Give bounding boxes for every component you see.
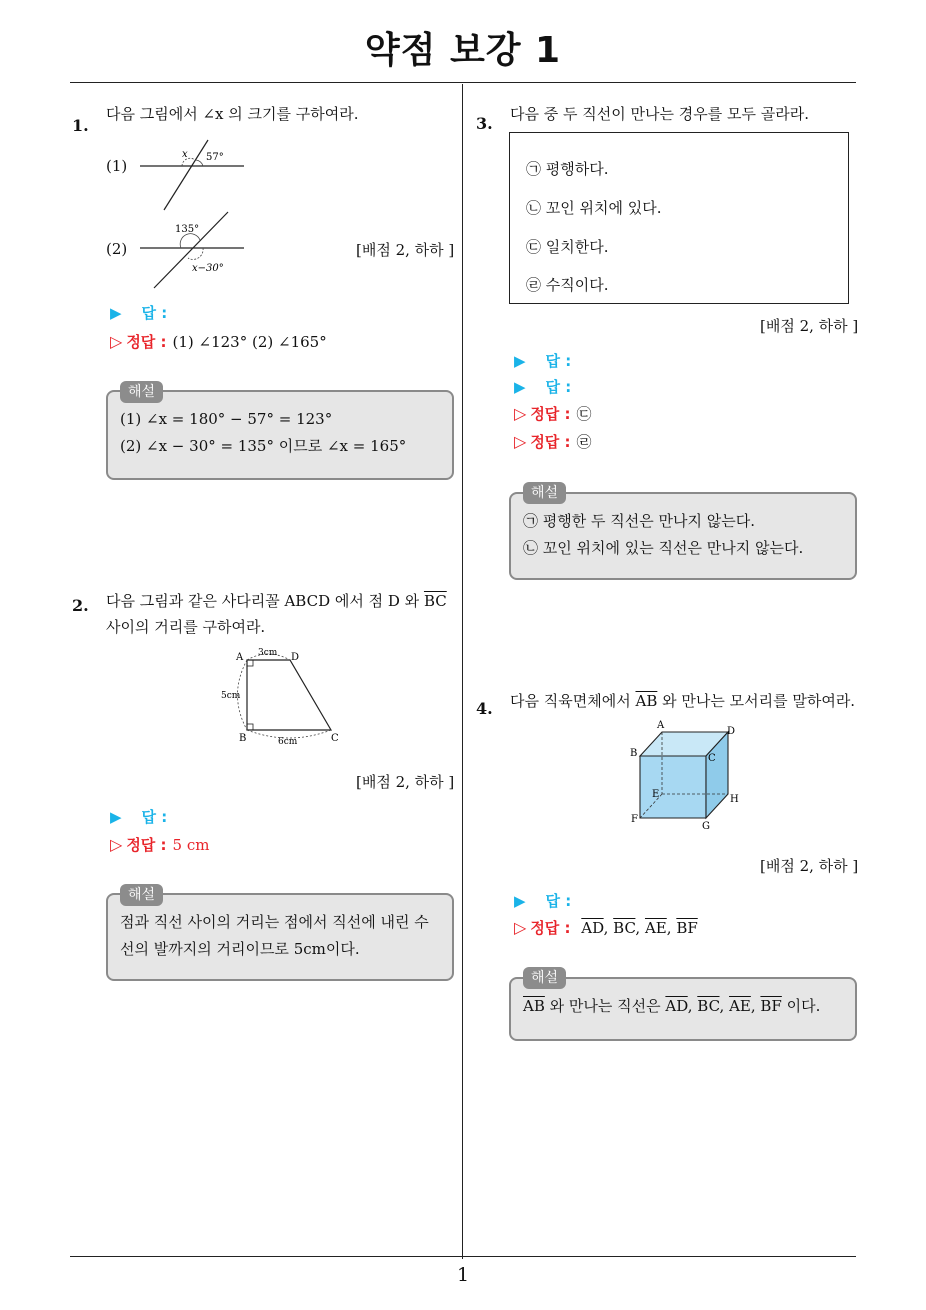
q4-meta: [배점 2, 하하 ] xyxy=(760,857,859,875)
q1-exp-line2: (2) ∠x − 30° = 135° 이므로 ∠x = 165° xyxy=(120,437,407,455)
q1-figure-2 xyxy=(130,208,250,292)
q4-text-pre: 다음 직육면체에서 xyxy=(510,692,631,710)
q1-fig2-expr-label: x−30° xyxy=(192,263,224,274)
q4-edge-ad: $\overline{AD}$ xyxy=(581,919,604,937)
q2-text-line2: 사이의 거리를 구하여라. xyxy=(106,618,266,636)
play-icon: ▶ xyxy=(110,808,122,826)
q3-option-3: ㉢ 일치한다. xyxy=(526,238,609,256)
play-icon: ▶ xyxy=(110,304,122,322)
q4-correct-row: ▷ 정답 : $\overline{AD}$, $\overline{BC}$, $\overline{AE}$, $\overline{BF}$ xyxy=(514,918,698,937)
q4-fig-label-a: A xyxy=(657,720,665,731)
outline-play-icon: ▷ xyxy=(514,404,527,423)
q4-fig-label-f: F xyxy=(631,814,638,825)
q2-number: 2. xyxy=(72,596,89,615)
q1-meta: [배점 2, 하하 ] xyxy=(356,241,455,259)
play-icon: ▶ xyxy=(514,892,526,910)
q1-number: 1. xyxy=(72,116,89,135)
q2-fig-label-a: A xyxy=(236,652,244,663)
q2-fig-top-length: 3cm xyxy=(258,648,278,658)
outline-play-icon: ▷ xyxy=(514,432,527,451)
q2-correct-row xyxy=(110,834,209,855)
q3-correct-value-2: ㉣ xyxy=(576,433,592,451)
q1-fig1-x-label: x xyxy=(182,149,188,160)
q2-fig-bottom-length: 6cm xyxy=(278,737,298,747)
q1-correct-row xyxy=(110,331,327,352)
q4-fig-label-c: C xyxy=(708,753,716,764)
bottom-rule xyxy=(70,1256,856,1257)
top-rule xyxy=(70,82,856,83)
q4-fig-label-g: G xyxy=(702,821,710,832)
q4-fig-label-h: H xyxy=(730,794,739,805)
q4-fig-label-b: B xyxy=(630,748,638,759)
q3-answer-row-2 xyxy=(514,376,571,397)
q2-explanation-tag: 해설 xyxy=(120,884,163,906)
q3-text: 다음 중 두 직선이 만나는 경우를 모두 골라라. xyxy=(510,105,809,123)
q4-exp-line1: $\overline{AB}$ 와 만나는 직선은 $\overline{AD}$, $\overline{BC}$, $\overline{AE}$, $\overline{BF}$ 이다. xyxy=(523,997,821,1015)
q4-cuboid-figure xyxy=(624,718,744,836)
q1-explanation-tag: 해설 xyxy=(120,381,163,403)
q2-explanation-box xyxy=(106,893,454,981)
q3-exp-line2: ㉡ 꼬인 위치에 있는 직선은 만나지 않는다. xyxy=(523,539,804,557)
outline-play-icon: ▷ xyxy=(110,835,123,854)
q1-exp-line1: (1) ∠x = 180° − 57° = 123° xyxy=(120,410,333,428)
q1-text: 다음 그림에서 ∠x 의 크기를 구하여라. xyxy=(106,105,359,123)
q2-exp-line1: 점과 직선 사이의 거리는 점에서 직선에 내린 수 xyxy=(120,913,429,931)
q2-fig-left-length: 5cm xyxy=(221,691,241,701)
q3-option-1: ㉠ 평행하다. xyxy=(526,160,609,178)
q1-fig1-angle-label: 57° xyxy=(206,152,224,163)
q4-fig-label-e: E xyxy=(652,789,660,800)
q1-answer-label: 답 : xyxy=(141,304,168,322)
q4-exp-ab: $\overline{AB}$ xyxy=(523,997,545,1015)
q4-correct-label: 정답 : xyxy=(530,919,571,937)
q3-answer-label-2: 답 : xyxy=(545,378,572,396)
q4-answer-label: 답 : xyxy=(545,892,572,910)
q1-figure-1 xyxy=(130,138,250,218)
q4-exp-edge-bc: $\overline{BC}$ xyxy=(697,997,720,1015)
q4-text-ab: $\overline{AB}$ xyxy=(635,692,658,710)
q1-correct-value: (1) ∠123° (2) ∠165° xyxy=(172,333,327,351)
q4-text-post: 와 만나는 모서리를 말하여라. xyxy=(662,692,856,710)
q1-explanation-box xyxy=(106,390,454,480)
page-title: 약점 보강 1 xyxy=(364,30,562,71)
q4-explanation-tag: 해설 xyxy=(523,967,566,989)
q3-explanation-tag: 해설 xyxy=(523,482,566,504)
q2-trapezoid-figure xyxy=(218,646,348,750)
q3-option-4: ㉣ 수직이다. xyxy=(526,276,609,294)
q4-answer-row xyxy=(514,890,571,911)
q3-exp-line1: ㉠ 평행한 두 직선은 만나지 않는다. xyxy=(523,512,755,530)
q2-answer-label: 답 : xyxy=(141,808,168,826)
q4-text xyxy=(510,688,855,714)
q2-exp-line2: 선의 발까지의 거리이므로 5cm이다. xyxy=(120,940,360,958)
q2-fig-label-b: B xyxy=(239,733,247,744)
q2-meta: [배점 2, 하하 ] xyxy=(356,773,455,791)
play-icon: ▶ xyxy=(514,352,526,370)
q4-edge-bf: $\overline{BF}$ xyxy=(676,919,698,937)
q3-answer-row-1 xyxy=(514,350,571,371)
q2-text-line1: 다음 그림과 같은 사다리꼴 ABCD 에서 점 D 와 xyxy=(106,592,420,610)
q4-exp-edge-ad: $\overline{AD}$ xyxy=(665,997,688,1015)
q3-correct-label-1: 정답 : xyxy=(530,405,571,423)
q4-edge-bc: $\overline{BC}$ xyxy=(613,919,636,937)
q1-sub1-label: (1) xyxy=(106,157,128,175)
outline-play-icon: ▷ xyxy=(110,332,123,351)
q3-options-box xyxy=(509,132,849,304)
page-number: 1 xyxy=(456,1264,470,1286)
q2-correct-value: 5 cm xyxy=(172,836,210,854)
q1-sub2-label: (2) xyxy=(106,240,128,258)
q3-correct-value-1: ㉢ xyxy=(576,405,592,423)
q1-fig2-angle-label: 135° xyxy=(175,224,200,235)
q4-exp-edge-bf: $\overline{BF}$ xyxy=(760,997,782,1015)
q2-correct-label: 정답 : xyxy=(126,836,167,854)
q3-number: 3. xyxy=(476,114,493,133)
q3-meta: [배점 2, 하하 ] xyxy=(760,317,859,335)
outline-play-icon: ▷ xyxy=(514,918,527,937)
q1-answer-row xyxy=(110,302,167,323)
q1-correct-label: 정답 : xyxy=(126,333,167,351)
q4-exp-edge-ae: $\overline{AE}$ xyxy=(729,997,751,1015)
q2-answer-row xyxy=(110,806,167,827)
q4-number: 4. xyxy=(476,699,493,718)
q2-fig-label-c: C xyxy=(331,733,339,744)
q2-text xyxy=(106,588,456,640)
column-divider xyxy=(462,84,463,1259)
q4-exp-mid: 와 만나는 직선은 xyxy=(549,997,661,1015)
q2-fig-label-d: D xyxy=(291,652,300,663)
play-icon: ▶ xyxy=(514,378,526,396)
q3-correct-row-1 xyxy=(514,403,592,424)
q3-answer-label-1: 답 : xyxy=(545,352,572,370)
q4-fig-label-d: D xyxy=(727,726,736,737)
q3-option-2: ㉡ 꼬인 위치에 있다. xyxy=(526,199,662,217)
q3-explanation-box xyxy=(509,492,857,580)
q3-correct-label-2: 정답 : xyxy=(530,433,571,451)
q2-text-bc: $\overline{BC}$ xyxy=(423,592,447,610)
q4-exp-end: 이다. xyxy=(786,997,821,1015)
q3-correct-row-2 xyxy=(514,431,592,452)
q4-edge-ae: $\overline{AE}$ xyxy=(644,919,667,937)
